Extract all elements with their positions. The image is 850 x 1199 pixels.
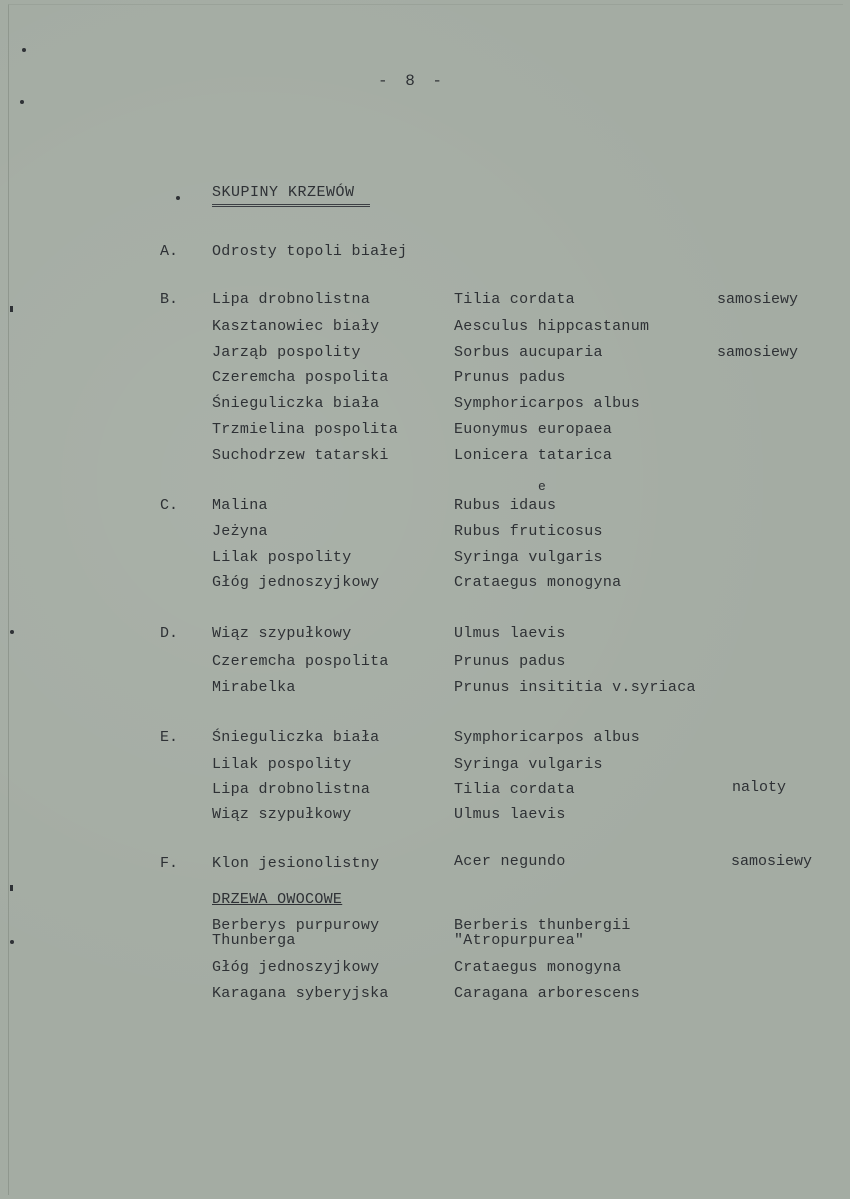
group-letter: B. — [160, 291, 179, 308]
note: samosiewy — [717, 291, 799, 308]
section-heading: SKUPINY KRZEWÓW — [212, 184, 355, 201]
latin-name: Crataegus monogyna — [454, 959, 622, 976]
margin-mark — [10, 630, 14, 634]
latin-name: Lonicera tatarica — [454, 447, 613, 464]
latin-name-line: "Atropurpurea" — [454, 932, 585, 949]
note: naloty — [732, 779, 787, 796]
margin-mark — [10, 940, 14, 944]
group-letter: C. — [160, 497, 179, 514]
polish-name: Mirabelka — [212, 679, 296, 696]
latin-name: Rubus fruticosus — [454, 523, 603, 540]
margin-mark — [10, 885, 13, 891]
latin-name: Syringa vulgaris — [454, 549, 603, 566]
polish-name: Śnieguliczka biała — [212, 729, 380, 746]
polish-name-line: Thunberga — [212, 932, 296, 949]
polish-name-line: Berberys purpurowy — [212, 917, 380, 934]
latin-name: Ulmus laevis — [454, 806, 566, 823]
polish-name: Malina — [212, 497, 268, 514]
bullet-mark — [176, 196, 180, 200]
heading-underline — [212, 204, 370, 207]
latin-name: Sorbus aucuparia — [454, 344, 603, 361]
polish-name: Śnieguliczka biała — [212, 395, 380, 412]
polish-name: Wiąz szypułkowy — [212, 625, 352, 642]
page-edge — [8, 4, 843, 1195]
latin-name: Prunus padus — [454, 369, 566, 386]
latin-name: Symphoricarpos albus — [454, 395, 641, 412]
polish-name: Lipa drobnolistna — [212, 291, 371, 308]
margin-mark — [10, 306, 13, 312]
polish-name: Wiąz szypułkowy — [212, 806, 352, 823]
fruit-trees-subheading: DRZEWA OWOCOWE — [212, 891, 343, 908]
note: samosiewy — [717, 344, 799, 361]
polish-name: Lilak pospolity — [212, 549, 352, 566]
polish-name: Głóg jednoszyjkowy — [212, 574, 380, 591]
latin-name: Symphoricarpos albus — [454, 729, 641, 746]
margin-mark — [22, 48, 26, 52]
latin-name: Rubus idaus — [454, 497, 557, 514]
polish-name: Suchodrzew tatarski — [212, 447, 389, 464]
polish-name: Lipa drobnolistna — [212, 781, 371, 798]
group-letter: A. — [160, 243, 179, 260]
latin-name: Euonymus europaea — [454, 421, 613, 438]
latin-name: Aesculus hippcastanum — [454, 318, 650, 335]
latin-name: Tilia cordata — [454, 291, 575, 308]
polish-name: Trzmielina pospolita — [212, 421, 399, 438]
page-number: - 8 - — [378, 72, 447, 90]
polish-name: Jarząb pospolity — [212, 344, 361, 361]
polish-name: Klon jesionolistny — [212, 855, 380, 872]
note: samosiewy — [731, 853, 813, 870]
polish-name: Jeżyna — [212, 523, 268, 540]
handwritten-correction: e — [538, 479, 547, 494]
latin-name — [454, 918, 631, 948]
polish-name: Głóg jednoszyjkowy — [212, 959, 380, 976]
group-letter: E. — [160, 729, 179, 746]
latin-name: Syringa vulgaris — [454, 756, 603, 773]
latin-name: Ulmus laevis — [454, 625, 566, 642]
latin-name: Crataegus monogyna — [454, 574, 622, 591]
polish-name — [212, 918, 379, 948]
polish-name: Karagana syberyjska — [212, 985, 389, 1002]
latin-name: Acer negundo — [454, 853, 566, 870]
polish-name: Kasztanowiec biały — [212, 318, 380, 335]
latin-name-line: Berberis thunbergii — [454, 917, 631, 934]
polish-name: Czeremcha pospolita — [212, 369, 389, 386]
group-letter: F. — [160, 855, 179, 872]
polish-name: Lilak pospolity — [212, 756, 352, 773]
latin-name: Tilia cordata — [454, 781, 575, 798]
latin-name: Prunus padus — [454, 653, 566, 670]
group-letter: D. — [160, 625, 179, 642]
polish-name: Odrosty topoli białej — [212, 243, 408, 260]
margin-mark — [20, 100, 24, 104]
latin-name: Prunus insititia v.syriaca — [454, 679, 696, 696]
latin-name: Caragana arborescens — [454, 985, 641, 1002]
polish-name: Czeremcha pospolita — [212, 653, 389, 670]
